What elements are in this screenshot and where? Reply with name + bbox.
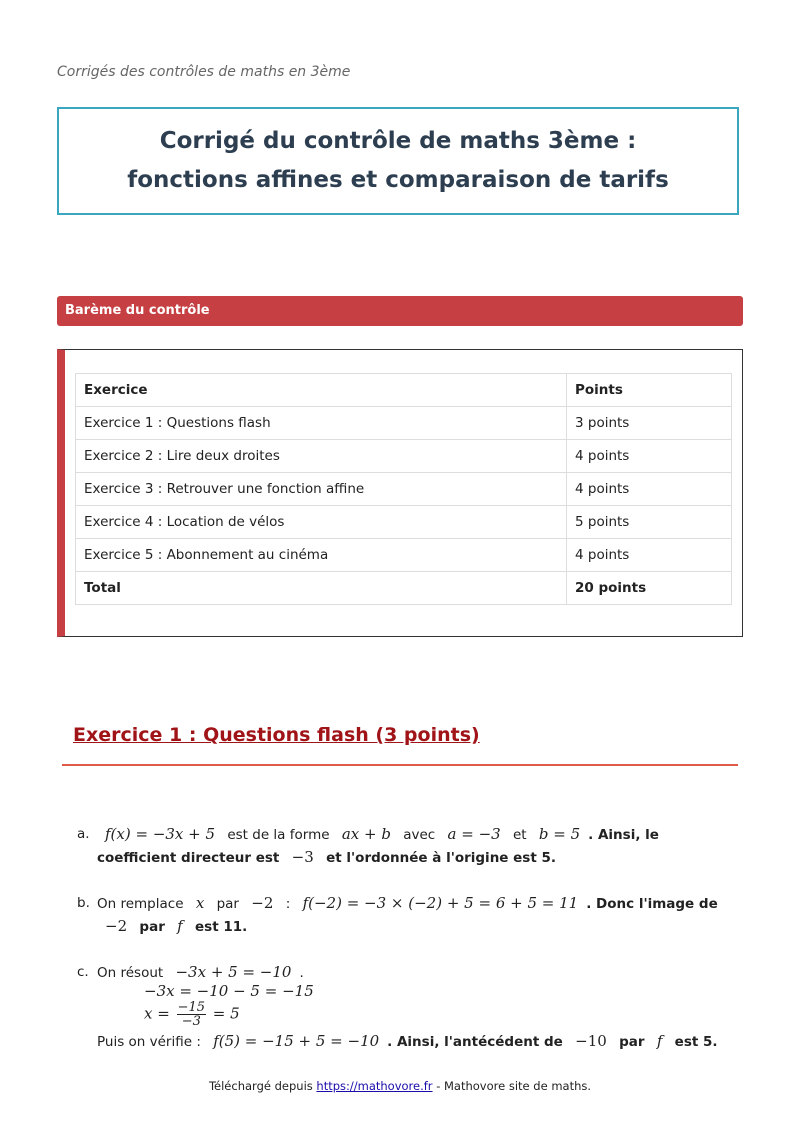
answer-c (57, 961, 737, 1053)
column-header-points: Points (567, 374, 732, 407)
answer-conclusion: . Ainsi, l'antécédent de (387, 1034, 563, 1050)
table-row (76, 407, 732, 440)
total-value: 20 points (567, 572, 732, 605)
answer-b (57, 892, 737, 938)
table-cell-points: 5 points (567, 506, 732, 539)
math-expression: f(x) = −3x + 5 (105, 825, 216, 843)
equation-line (144, 1001, 737, 1028)
math-expression: x (195, 894, 205, 912)
title-box (57, 107, 739, 215)
answer-text: et (513, 827, 527, 843)
answer-conclusion: par (619, 1034, 645, 1050)
answer-label: c. (77, 964, 89, 980)
footer-suffix: - Mathovore site de maths. (436, 1079, 592, 1093)
column-header-exercice: Exercice (76, 374, 567, 407)
footer-prefix: Téléchargé depuis (208, 1079, 313, 1093)
section-divider (62, 764, 738, 766)
math-expression: f(5) = −15 + 5 = −10 (213, 1032, 380, 1050)
math-expression: b = 5 (538, 825, 581, 843)
table-row (76, 440, 732, 473)
table-cell-points: 4 points (567, 539, 732, 572)
table-total-row (76, 572, 732, 605)
answer-text: par (216, 896, 239, 912)
table-cell-exercice: Exercice 4 : Location de vélos (76, 506, 567, 539)
math-expression: f(−2) = −3 × (−2) + 5 = 6 + 5 = 11 (302, 894, 579, 912)
equation-line: −3x = −10 − 5 = −15 (144, 982, 314, 1000)
math-expression: −3x + 5 = −10 (175, 963, 292, 981)
footer-link[interactable]: https://mathovore.fr (316, 1079, 433, 1093)
table-header-row (76, 374, 732, 407)
fraction-denominator: −3 (181, 1014, 201, 1029)
page-subtitle: Corrigés des contrôles de maths en 3ème (57, 64, 351, 80)
exercise-1-title: Exercice 1 : Questions flash (3 points) (73, 724, 480, 746)
math-expression: −2 (105, 917, 128, 935)
bareme-table-box (57, 349, 743, 637)
table-row (76, 506, 732, 539)
answer-conclusion: par (139, 919, 165, 935)
math-expression: −3 (291, 848, 314, 866)
page-footer (0, 1079, 800, 1093)
math-expression: −10 (575, 1032, 607, 1050)
answer-conclusion: . Ainsi, le coefficient directeur est (97, 827, 659, 866)
math-expression: a = −3 (447, 825, 501, 843)
table-cell-exercice: Exercice 1 : Questions flash (76, 407, 567, 440)
bareme-table (75, 373, 732, 605)
table-cell-points: 4 points (567, 473, 732, 506)
answer-text: . (299, 965, 304, 981)
table-cell-exercice: Exercice 5 : Abonnement au cinéma (76, 539, 567, 572)
answer-text: On résout (97, 965, 164, 981)
fraction (177, 1001, 206, 1028)
answer-label: b. (77, 895, 90, 911)
answer-conclusion: . Donc l'image de (586, 896, 718, 912)
answer-label: a. (77, 826, 90, 842)
table-cell-points: 3 points (567, 407, 732, 440)
answer-conclusion: est 11. (195, 919, 248, 935)
page-title: Corrigé du contrôle de maths 3ème : fonctions affines et comparaison de tarifs (127, 128, 669, 193)
bareme-heading: Barème du contrôle (57, 296, 743, 326)
math-expression: f (656, 1032, 663, 1050)
math-expression: f (177, 917, 183, 935)
answer-a (57, 823, 737, 869)
answer-conclusion: est 5. (674, 1034, 718, 1050)
answer-text: est de la forme (227, 827, 330, 843)
verification-line (97, 1030, 737, 1053)
answer-conclusion: et l'ordonnée à l'origine est 5. (326, 850, 557, 866)
table-cell-points: 4 points (567, 440, 732, 473)
answer-text: On remplace (97, 896, 184, 912)
equation-steps (97, 982, 737, 1028)
table-cell-exercice: Exercice 3 : Retrouver une fonction affine (76, 473, 567, 506)
math-expression: ax + b (341, 825, 391, 843)
table-row (76, 473, 732, 506)
math-expression: −2 (251, 894, 274, 912)
answer-text: : (285, 896, 291, 912)
equation-lhs: x = (144, 1004, 170, 1023)
answer-text: Puis on vérifie : (97, 1034, 201, 1050)
equation-rhs: = 5 (212, 1004, 240, 1023)
table-cell-exercice: Exercice 2 : Lire deux droites (76, 440, 567, 473)
answer-text: avec (403, 827, 436, 843)
exercise-1-answers (57, 823, 737, 1076)
total-label: Total (76, 572, 567, 605)
fraction-numerator: −15 (177, 1000, 206, 1015)
table-row (76, 539, 732, 572)
